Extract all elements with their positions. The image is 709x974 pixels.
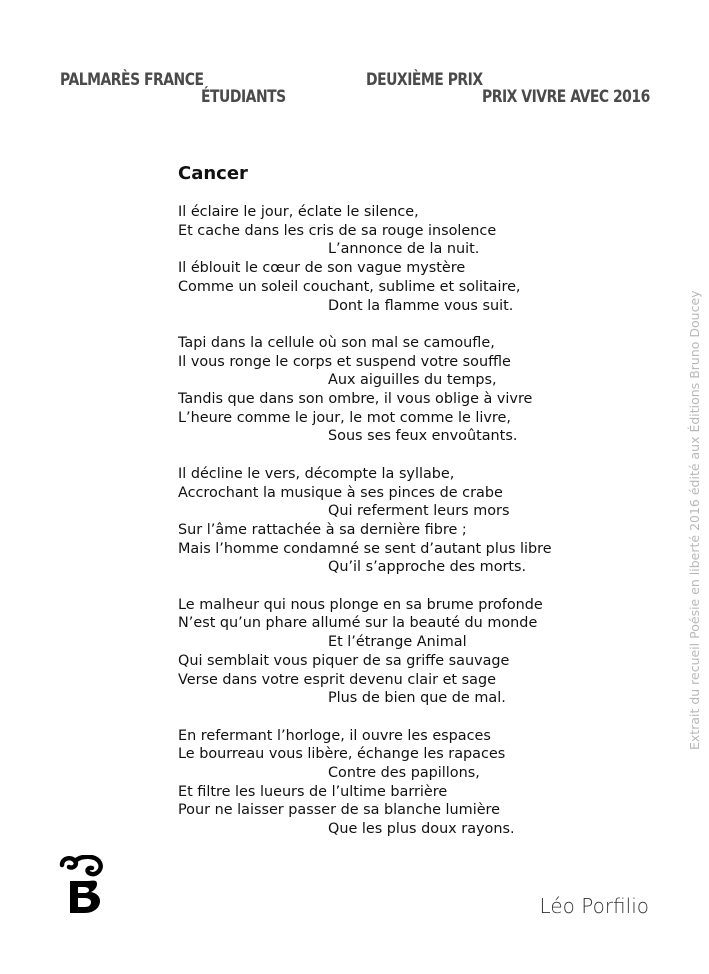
poem-line-indented: Plus de bien que de mal. (328, 690, 506, 707)
poem-line: Qui semblait vous piquer de sa griffe sauvage (178, 652, 510, 669)
poem-line: Et filtre les lueurs de l’ultime barrière (178, 783, 448, 800)
stanza-1 (178, 203, 578, 315)
poem-line: Sur l’âme rattachée à sa dernière fibre ; (178, 521, 467, 538)
poem-line: Il décline le vers, décompte la syllabe, (178, 465, 455, 482)
header-deuxieme-prix: DEUXIÈME PRIX (366, 70, 483, 90)
header-etudiants: ÉTUDIANTS (201, 87, 286, 107)
poem-body (178, 203, 578, 858)
stanza-3 (178, 465, 578, 577)
poem-line: Le malheur qui nous plonge en sa brume profonde (178, 596, 543, 613)
poem-line: Comme un soleil couchant, sublime et solitaire, (178, 278, 521, 295)
poem-title: Cancer (178, 163, 248, 184)
poem-line: Il vous ronge le corps et suspend votre souffle (178, 353, 511, 370)
poem-line-indented: Qui referment leurs mors (328, 503, 510, 520)
poem-line: Accrochant la musique à ses pinces de crabe (178, 484, 503, 501)
poem-line: N’est qu’un phare allumé sur la beauté du monde (178, 615, 538, 632)
poem-line-indented: Dont la flamme vous suit. (328, 297, 514, 314)
poem-line: Mais l’homme condamné se sent d’autant plus libre (178, 540, 552, 557)
poem-line-indented: Sous ses feux envoûtants. (328, 428, 518, 445)
poem-line: L’heure comme le jour, le mot comme le livre, (178, 409, 511, 426)
bruno-doucey-logo-icon (58, 855, 108, 917)
poem-line-indented: Qu’il s’approche des morts. (328, 559, 527, 576)
poem-line: Pour ne laisser passer de sa blanche lumière (178, 802, 501, 819)
poem-line: Le bourreau vous libère, échange les rapaces (178, 746, 506, 763)
poem-line-indented: Contre des papillons, (328, 765, 480, 782)
poem-line: En refermant l’horloge, il ouvre les espaces (178, 727, 491, 744)
poem-line: Il éclaire le jour, éclate le silence, (178, 204, 419, 220)
poem-line: Verse dans votre esprit devenu clair et sage (178, 671, 496, 688)
header-palmares: PALMARÈS FRANCE (60, 70, 204, 90)
poem-line-indented: Et l’étrange Animal (328, 634, 467, 651)
poem-line: Tandis que dans son ombre, il vous oblige à vivre (178, 391, 533, 408)
poem-line: Tapi dans la cellule où son mal se camoufle, (178, 334, 495, 351)
stanza-5 (178, 727, 578, 839)
stanza-4 (178, 596, 578, 708)
stanza-2 (178, 334, 578, 446)
author-name: Léo Porfilio (539, 894, 649, 918)
poem-line-indented: Que les plus doux rayons. (328, 821, 515, 838)
poem-line-indented: Aux aiguilles du temps, (328, 372, 497, 389)
header-prix-vivre-avec: PRIX VIVRE AVEC 2016 (482, 87, 650, 107)
poem-line: Et cache dans les cris de sa rouge insolence (178, 222, 497, 239)
source-credit-vertical: Extrait du recueil Poésie en liberté 2016 édité aux Éditions Bruno Doucey (687, 290, 702, 750)
poem-line-indented: L’annonce de la nuit. (328, 241, 480, 258)
poem-line: Il éblouit le cœur de son vague mystère (178, 260, 466, 277)
